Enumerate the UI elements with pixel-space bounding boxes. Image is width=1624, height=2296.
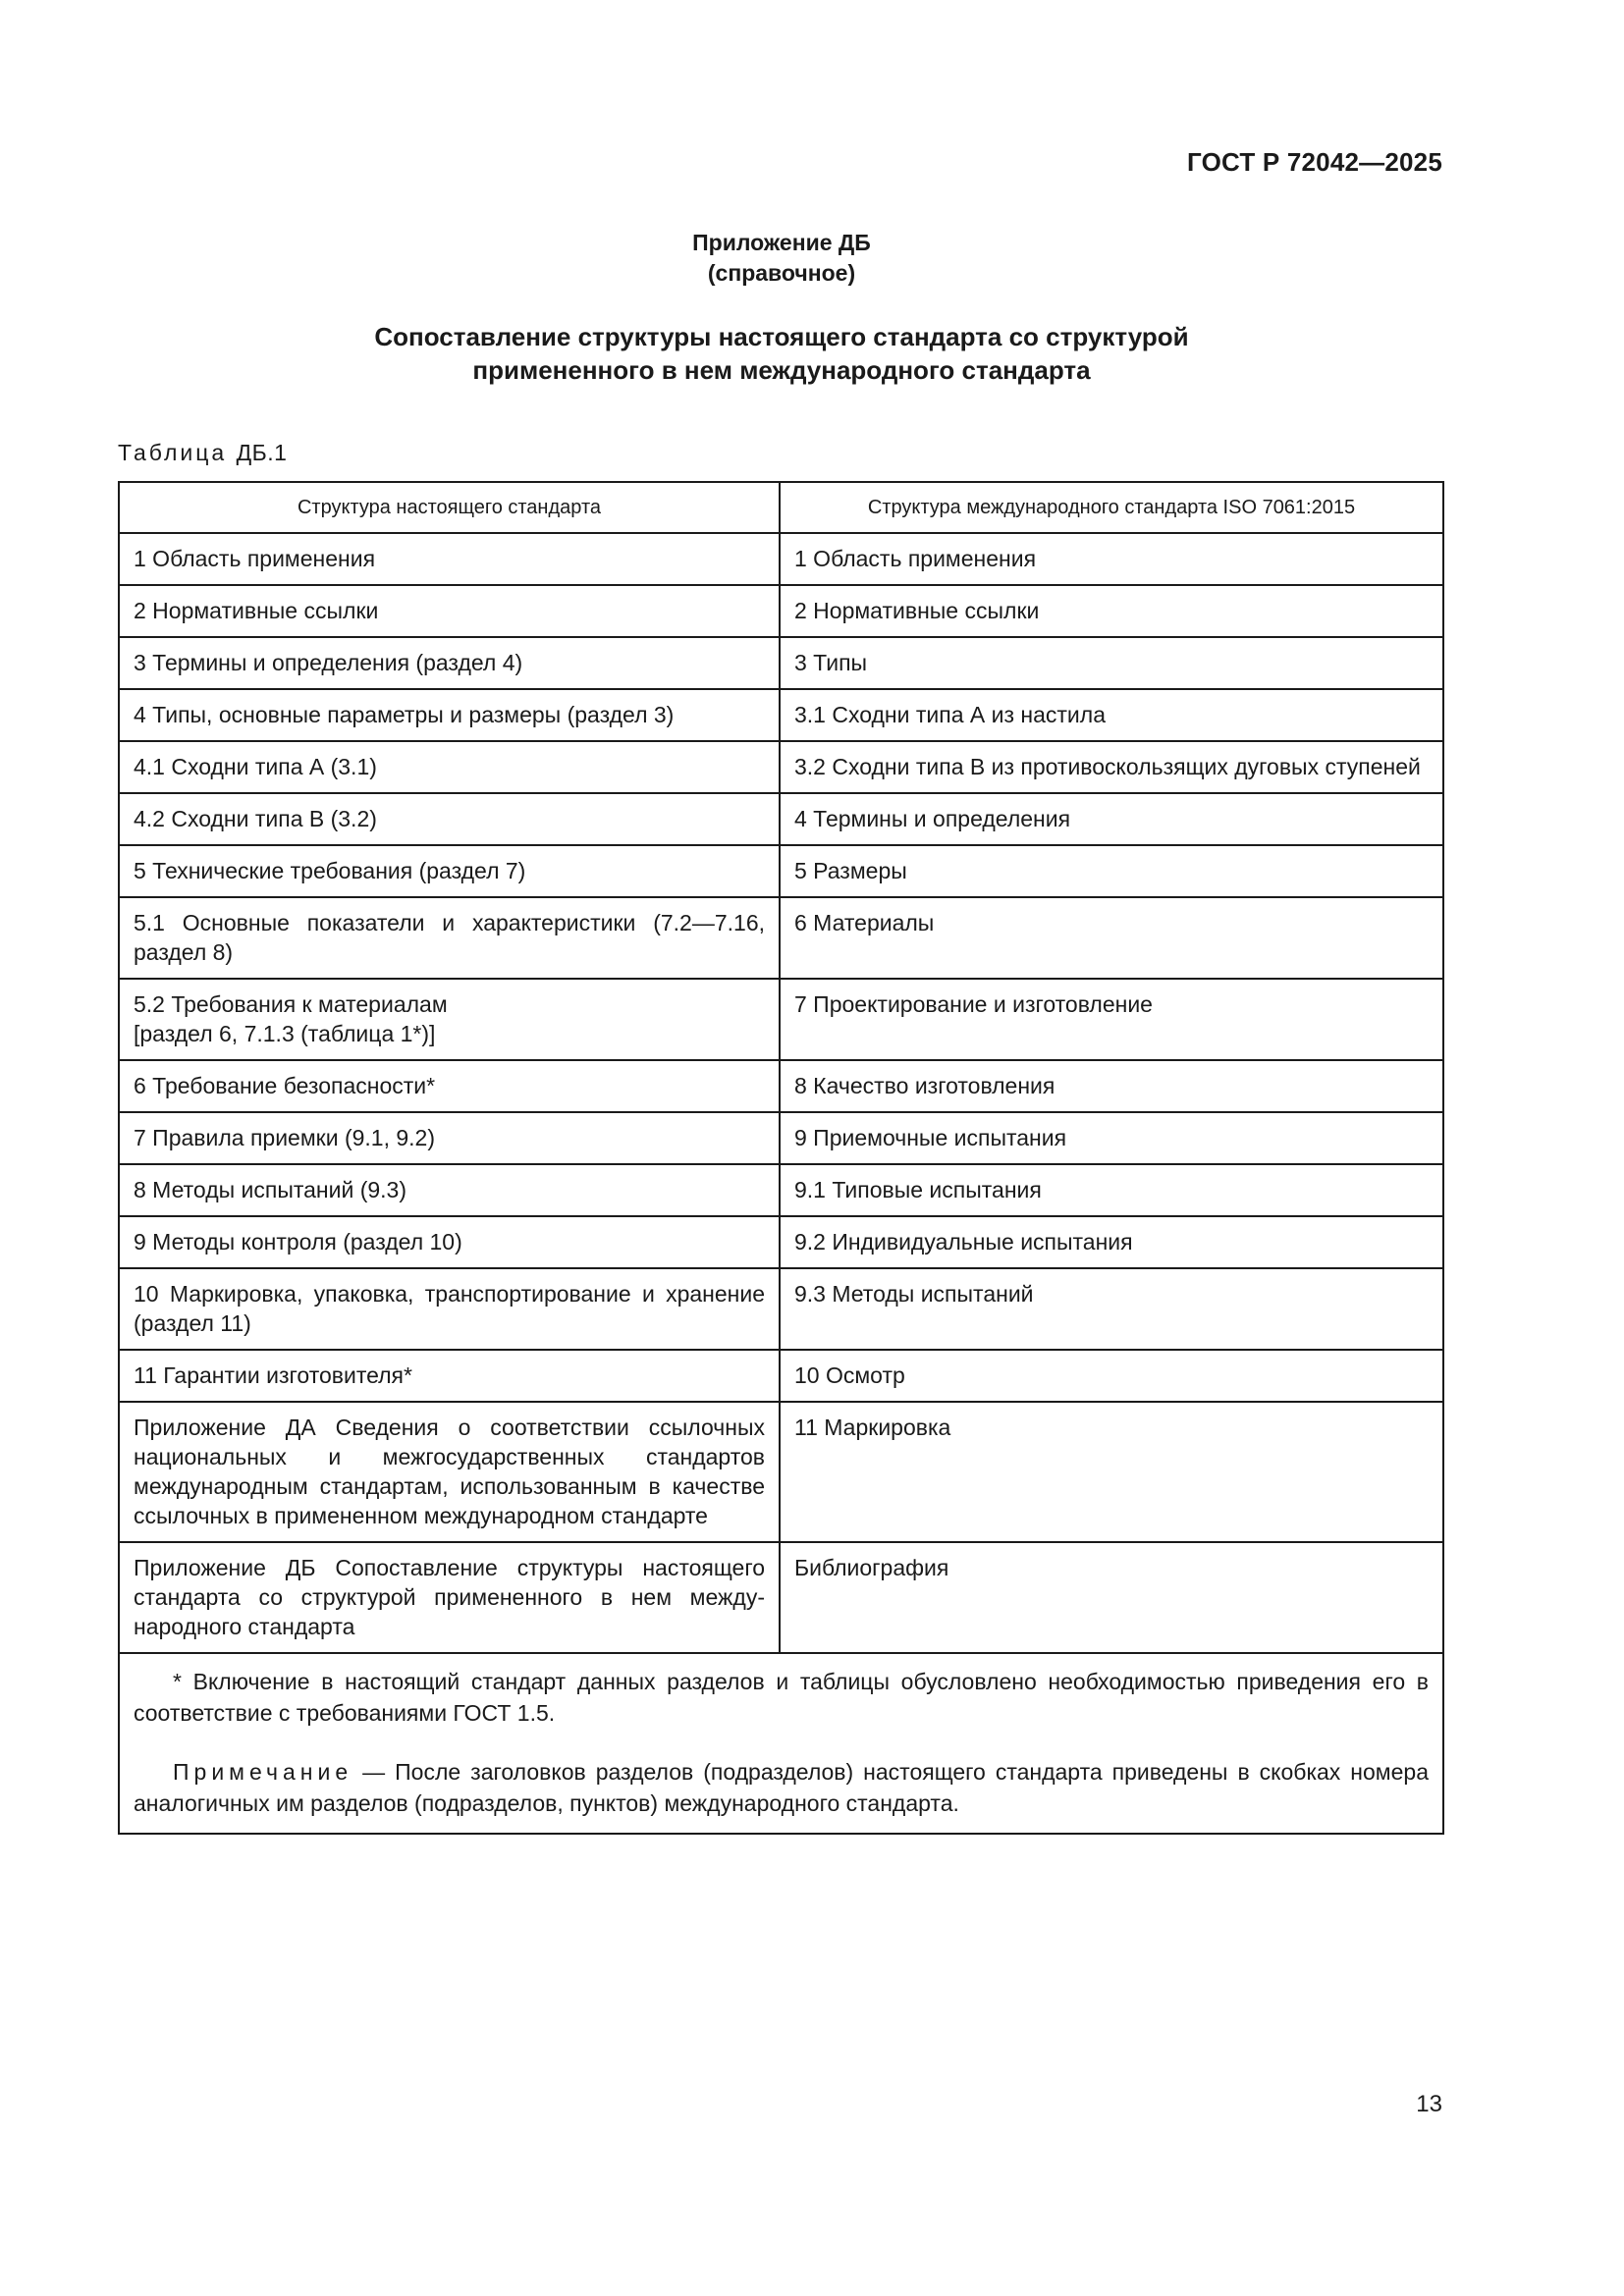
national-structure-cell: 9 Методы контроля (раздел 10) (119, 1216, 780, 1268)
international-structure-cell: 6 Материалы (780, 897, 1443, 979)
international-structure-cell: Библиография (780, 1542, 1443, 1653)
table-row (119, 1112, 1443, 1164)
national-structure-cell: 4 Типы, основные параметры и размеры (раздел 3) (119, 689, 780, 741)
table-row (119, 533, 1443, 585)
table-label-number: ДБ.1 (236, 440, 288, 465)
table-row (119, 1268, 1443, 1350)
note-text: — После заголовков разделов (подразделов) настоящего стандарта приведены в скобках номера аналогичных им разделов (подразделов, пунктов) международного стандарта. (134, 1759, 1429, 1816)
table-row (119, 1164, 1443, 1216)
table-row (119, 1402, 1443, 1542)
structure-comparison-table (118, 481, 1444, 1835)
table-row (119, 1350, 1443, 1402)
national-structure-cell: 5.2 Требования к материалам [раздел 6, 7.1.3 (таблица 1*)] (119, 979, 780, 1060)
appendix-title: Приложение ДБ (692, 230, 871, 255)
table-body (119, 533, 1443, 1653)
table-row (119, 1060, 1443, 1112)
international-structure-cell: 5 Размеры (780, 845, 1443, 897)
table-row (119, 1216, 1443, 1268)
national-structure-cell: 4.1 Сходни типа А (3.1) (119, 741, 780, 793)
national-structure-cell: 10 Маркировка, упаковка, транспортирование и хранение (раздел 11) (119, 1268, 780, 1350)
international-structure-cell: 2 Нормативные ссылки (780, 585, 1443, 637)
national-structure-cell: 11 Гарантии изготовителя* (119, 1350, 780, 1402)
footnote-text: * Включение в настоящий стандарт данных разделов и таблицы обусловлено необходимостью приведения его в соответствие с требованиями ГОСТ 1.5. (134, 1669, 1429, 1726)
header-national-structure: Структура настоящего стандарта (119, 482, 780, 533)
table-header-row (119, 482, 1443, 533)
international-structure-cell: 3.1 Сходни типа А из настила (780, 689, 1443, 741)
national-structure-cell: 6 Требование безопасности* (119, 1060, 780, 1112)
national-structure-cell: Приложение ДА Сведения о соответствии ссылочных национальных и межгосударственных стандартов международным стандартам, использованным в качестве ссылочных в примененном международном стандарте (119, 1402, 780, 1542)
note-paragraph (134, 1756, 1429, 1819)
note-word: Примечание (173, 1759, 353, 1785)
appendix-heading (0, 228, 1563, 289)
table-footnote-row (119, 1653, 1443, 1834)
international-structure-cell: 1 Область применения (780, 533, 1443, 585)
header-international-structure: Структура международного стандарта ISO 7061:2015 (780, 482, 1443, 533)
document-code: ГОСТ Р 72042—2025 (1187, 147, 1442, 177)
table-row (119, 741, 1443, 793)
international-structure-cell: 3.2 Сходни типа В из противоскользящих дуговых ступеней (780, 741, 1443, 793)
table-label (118, 440, 287, 466)
national-structure-cell: Приложение ДБ Сопоставление структуры настоящего стандарта со структурой примененного в нем международного стандарта (119, 1542, 780, 1653)
international-structure-cell: 10 Осмотр (780, 1350, 1443, 1402)
international-structure-cell: 9.1 Типовые испытания (780, 1164, 1443, 1216)
national-structure-cell: 1 Область применения (119, 533, 780, 585)
national-structure-cell: 7 Правила приемки (9.1, 9.2) (119, 1112, 780, 1164)
international-structure-cell: 9 Приемочные испытания (780, 1112, 1443, 1164)
international-structure-cell: 8 Качество изготовления (780, 1060, 1443, 1112)
table-label-word: Таблица (118, 440, 228, 465)
national-structure-cell: 5 Технические требования (раздел 7) (119, 845, 780, 897)
section-title-line-2: примененного в нем международного стандарта (472, 355, 1091, 385)
national-structure-cell: 2 Нормативные ссылки (119, 585, 780, 637)
table-footnote-cell (119, 1653, 1443, 1834)
table-row (119, 1542, 1443, 1653)
appendix-kind: (справочное) (707, 260, 856, 286)
table-row (119, 897, 1443, 979)
table-row (119, 845, 1443, 897)
section-title (0, 320, 1563, 387)
table-row (119, 793, 1443, 845)
page-number: 13 (1416, 2091, 1442, 2117)
international-structure-cell: 4 Термины и определения (780, 793, 1443, 845)
table-row (119, 637, 1443, 689)
national-structure-cell: 3 Термины и определения (раздел 4) (119, 637, 780, 689)
table-row (119, 689, 1443, 741)
national-structure-cell: 5.1 Основные показатели и характеристики (7.2—7.16, раздел 8) (119, 897, 780, 979)
national-structure-cell: 4.2 Сходни типа В (3.2) (119, 793, 780, 845)
international-structure-cell: 7 Проектирование и изготовление (780, 979, 1443, 1060)
table-row (119, 979, 1443, 1060)
international-structure-cell: 3 Типы (780, 637, 1443, 689)
national-structure-cell: 8 Методы испытаний (9.3) (119, 1164, 780, 1216)
section-title-line-1: Сопоставление структуры настоящего стандарта со структурой (374, 322, 1189, 351)
international-structure-cell: 9.2 Индивидуальные испытания (780, 1216, 1443, 1268)
international-structure-cell: 11 Маркировка (780, 1402, 1443, 1542)
international-structure-cell: 9.3 Методы испытаний (780, 1268, 1443, 1350)
table-row (119, 585, 1443, 637)
